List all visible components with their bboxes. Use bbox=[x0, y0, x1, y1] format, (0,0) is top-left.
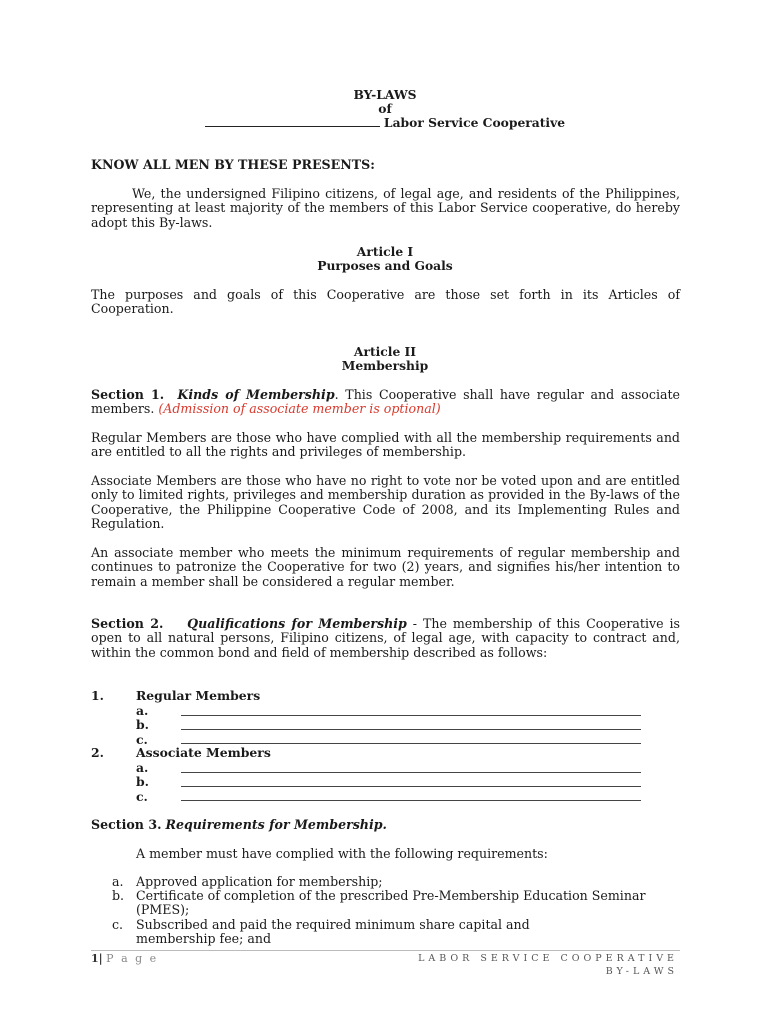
section2-label: Section 2. bbox=[91, 616, 164, 631]
list-item-1-number: 1. bbox=[91, 688, 104, 703]
footer-doc-title bbox=[418, 952, 678, 978]
requirement-a-text: Approved application for membership; bbox=[136, 874, 383, 889]
intro-heading: KNOW ALL MEN BY THESE PRESENTS: bbox=[91, 157, 375, 172]
footer-page-indicator bbox=[91, 952, 158, 965]
list-item-2-sub-c: c. bbox=[136, 789, 148, 804]
section3-intro: A member must have complied with the following requirements: bbox=[136, 846, 548, 861]
section3-heading bbox=[91, 818, 680, 832]
requirement-c-text: Subscribed and paid the required minimum share capital and membership fee; and bbox=[136, 917, 530, 947]
requirement-b-text: Certificate of completion of the prescribed Pre-Membership Education Seminar (PMES); bbox=[136, 888, 646, 918]
section3-label: Section 3. bbox=[91, 817, 162, 832]
list-item-1-sub-c: c. bbox=[136, 732, 148, 747]
section2-text: - The membership of this Cooperative is open to all natural persons, Filipino citizens, of legal age, with capacity to contract and, within the common bond and field of membership described as follows: bbox=[91, 616, 680, 660]
list-item-1-sub-a: a. bbox=[136, 703, 149, 718]
requirement-a-letter: a. bbox=[112, 874, 124, 889]
list-item-2-sub-a: a. bbox=[136, 760, 149, 775]
section2-title: Qualifications for Membership bbox=[187, 616, 407, 631]
footer-title-line1: LABOR SERVICE COOPERATIVE bbox=[418, 953, 678, 964]
section1-note: (Admission of associate member is optional) bbox=[158, 401, 441, 417]
associate-members-paragraph: Associate Members are those who have no right to vote nor be voted upon and are entitled only to limited rights, privileges and membership duration as provided in the By-laws of the Cooperative, the Philippine Cooperative Code of 2008, and its Implementing Rules and Regulation. bbox=[91, 473, 680, 531]
associate-member-blank-c bbox=[181, 800, 641, 801]
footer-separator: | bbox=[98, 952, 103, 965]
doc-title-of: of bbox=[378, 101, 392, 116]
list-item-1-sub-b: b. bbox=[136, 717, 149, 732]
regular-member-blank-a bbox=[181, 715, 641, 716]
section1-text: . This Cooperative shall have regular and associate members. bbox=[91, 387, 680, 417]
regular-members-paragraph: Regular Members are those who have complied with all the membership requirements and are entitled to all the rights and privileges of membership. bbox=[91, 430, 680, 460]
cooperative-title-text: Labor Service Cooperative bbox=[383, 115, 566, 130]
doc-title-bylaws: BY-LAWS bbox=[353, 87, 417, 102]
article2-title: Membership bbox=[341, 358, 429, 373]
doc-title-cooperative bbox=[0, 116, 770, 131]
article1-text: The purposes and goals of this Cooperative are those set forth in its Articles of Cooperation. bbox=[91, 287, 680, 317]
section3-title: Requirements for Membership. bbox=[165, 817, 387, 832]
article1-number: Article I bbox=[356, 244, 414, 259]
footer-title-line2: BY-LAWS bbox=[605, 966, 678, 977]
footer-page-word: P a g e bbox=[106, 952, 159, 965]
cooperative-name-blank bbox=[205, 116, 380, 127]
list-item-2-number: 2. bbox=[91, 745, 104, 760]
list-item-2-sub-b: b. bbox=[136, 774, 149, 789]
intro-paragraph: We, the undersigned Filipino citizens, of legal age, and residents of the Philippines, representing at least majority of the members of this Labor Service cooperative, do hereby adopt this By-laws. bbox=[91, 186, 680, 230]
list-item-1-label: Regular Members bbox=[136, 688, 261, 703]
footer-page-number: 1 bbox=[91, 952, 99, 965]
associate-member-blank-a bbox=[181, 772, 641, 773]
list-item-2-label: Associate Members bbox=[136, 745, 271, 760]
associate-member-blank-b bbox=[181, 786, 641, 787]
article1-title: Purposes and Goals bbox=[317, 258, 453, 273]
section1-label: Section 1. bbox=[91, 387, 165, 402]
section1-title: Kinds of Membership bbox=[177, 387, 335, 402]
requirement-b-letter: b. bbox=[112, 888, 125, 903]
associate-conversion-paragraph: An associate member who meets the minimum requirements of regular membership and continues to patronize the Cooperative for two (2) years, and signifies his/her intention to remain a member shall be considered a regular member. bbox=[91, 545, 680, 589]
section2-paragraph bbox=[91, 617, 680, 660]
regular-member-blank-c bbox=[181, 743, 641, 744]
section1-paragraph bbox=[91, 388, 680, 417]
article2-number: Article II bbox=[353, 344, 417, 359]
requirement-c-letter: c. bbox=[112, 917, 124, 932]
footer-divider bbox=[91, 950, 680, 951]
regular-member-blank-b bbox=[181, 729, 641, 730]
